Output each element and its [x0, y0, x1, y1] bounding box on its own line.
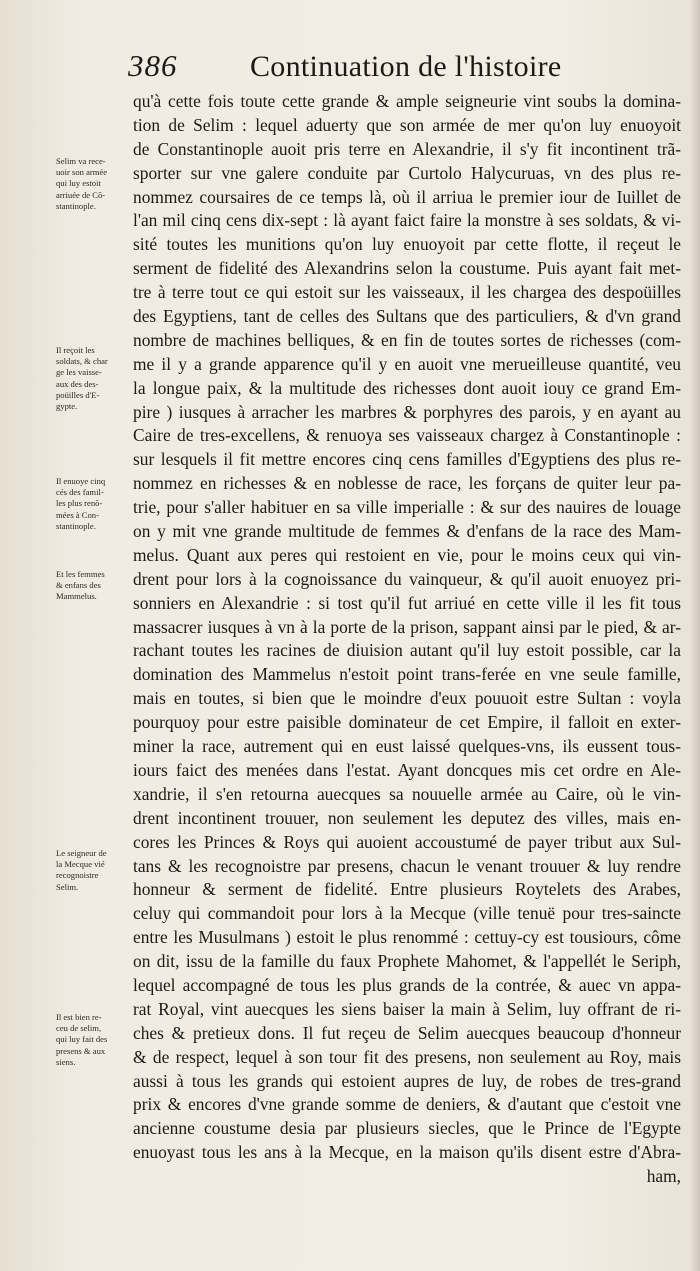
text-line: & de respect, lequel à son tour fit des presens, non seulement au Roy, mais — [133, 1046, 681, 1067]
body-text — [133, 90, 681, 1189]
text-line: tre à terre tout ce qui estoit sur les vaisseaux, il les chargea des despoüilles — [133, 282, 681, 303]
text-line: tion de Selim : lequel aduerty que son armée de mer qu'on luy enuoyoit — [133, 114, 681, 135]
margin-note-families — [56, 476, 138, 532]
margin-note-line: Et les femmes — [56, 569, 105, 579]
running-title: Continuation de l'histoire — [250, 50, 562, 83]
margin-note-line: Il reçoit les — [56, 345, 95, 355]
text-line: celuy qui commandoit pour lors à la Mecque (ville tenuë pour tres-saincte — [133, 903, 681, 924]
margin-note-line: qui luy fait des — [56, 1034, 108, 1045]
text-line: prix & encores d'vne grande somme de deniers, & d'autant que c'estoit vne — [133, 1094, 681, 1115]
text-line: sporter sur vne galere conduite par Curtolo Halycuruas, vn des plus re- — [133, 162, 681, 183]
margin-note-line: uoir son armée — [56, 167, 108, 178]
text-line: me il y a grande apparence qu'il y en auoit vne merueilleuse quantité, veu — [133, 353, 681, 374]
text-line: rat Royal, vint auecques les siens baiser la main à Selim, luy offrant de ri- — [133, 998, 681, 1019]
margin-note-line: Le seigneur de — [56, 848, 107, 858]
margin-note-line: Selim va rece- — [56, 156, 106, 166]
margin-note-line: cés des famil- — [56, 487, 104, 498]
text-line: melus. Quant aux peres qui restoient en vie, pour le moins ceux qui vin- — [133, 544, 681, 565]
margin-note-line: siens. — [56, 1056, 76, 1067]
page-number: 386 — [128, 48, 178, 83]
text-line: on y mit vne grande multitude de femmes & d'enfans de la race des Mam- — [133, 521, 681, 542]
margin-note-line: Il est bien re- — [56, 1012, 102, 1022]
text-line: ches & pretieux dons. Il fut reçeu de Selim auecques beaucoup d'honneur — [133, 1022, 681, 1043]
margin-note-line: qui luy estoit — [56, 178, 101, 189]
text-line: sonniers en Alexandrie : si tost qu'il fut arriué en cette ville il les fit tous — [133, 592, 681, 613]
margin-note-line: les plus renõ- — [56, 498, 103, 509]
margin-note-line: mées à Con- — [56, 509, 99, 520]
text-line: pourquoy pour estre paisible dominateur de cet Empire, il falloit en exter- — [133, 712, 681, 733]
text-line: tans & les recognoistre par presens, chacun le venant trouuer & luy rendre — [133, 855, 681, 876]
text-line: lequel accompagné de tous les plus grands de la contrée, & auec vn appa- — [133, 974, 681, 995]
page-edge-shadow — [690, 0, 700, 1271]
margin-note-line: aux des des- — [56, 378, 99, 389]
margin-note-line: ge les vaisse- — [56, 367, 102, 378]
margin-note-line: recognoistre — [56, 870, 99, 881]
text-line: on dit, issu de la famille du faux Prophete Mahomet, & l'appellét le Seriph, — [133, 951, 681, 972]
margin-note-line: Il enuoye cinq — [56, 476, 106, 486]
text-line: ham, — [646, 1166, 681, 1187]
text-line: nommez en richesses & en noblesse de race, les forçans de quiter leur pa- — [133, 473, 681, 494]
margin-note-mammelus — [56, 569, 138, 603]
margin-note-line: presens & aux — [56, 1045, 106, 1056]
margin-note-line: la Mecque vié — [56, 859, 105, 870]
margin-note-spoils — [56, 345, 138, 412]
margin-note-line: Selim. — [56, 881, 79, 892]
text-line: domination des Mammelus n'estoit point trans-ferée en vne seule famille, — [133, 664, 681, 685]
text-line: sur lesquels il fit mettre encores cinq cens familles d'Egyptiens des plus re- — [133, 449, 681, 470]
text-line: l'an mil cinq cens dix-sept : là ayant faict faire la monstre à ses soldats, & vi- — [133, 210, 681, 231]
margin-note-line: stantinople. — [56, 520, 96, 531]
text-line: aussi à tous les grands qui estoient aupres de luy, de robes de tres-grand — [133, 1070, 681, 1091]
text-line: enuoyast tous les ans à la Mecque, en la maison qu'ils disent estre d'Abra- — [133, 1142, 681, 1163]
margin-note-line: Mammelus. — [56, 591, 97, 602]
text-line: honneur & serment de fidelité. Entre plusieurs Roytelets des Arabes, — [133, 879, 681, 900]
margin-note-mecque — [56, 848, 138, 893]
text-line: mais en toutes, si bien que le moindre d'eux pouuoit estre Sultan : voyla — [133, 688, 681, 709]
margin-note-received — [56, 1012, 138, 1068]
text-line: ancienne coustume desia par plusieurs siecles, que le Prince de l'Egypte — [133, 1118, 681, 1139]
text-line: Caire de tres-excellens, & renuoya ses vaisseaux chargez à Constantinople : — [133, 425, 681, 446]
text-line: drent pour lors à la cognoissance du vainqueur, & qu'il auoit enuoyez pri- — [133, 568, 681, 589]
text-line: massacrer iusques à vn à la porte de la prison, sappant ainsi par le pied, & ar- — [133, 616, 681, 637]
text-line: iours faict des menées dans l'estat. Ayant doncques mis cet ordre en Ale- — [133, 759, 681, 780]
text-line: serment de fidelité des Alexandrins selon la coustume. Puis ayant fait met- — [133, 258, 681, 279]
text-line: qu'à cette fois toute cette grande & ample seigneurie vint soubs la domina- — [133, 91, 681, 111]
text-line: la longue paix, & la multitude des richesses dont auoit iouy ce grand Em- — [133, 377, 681, 398]
margin-note-line: gypte. — [56, 401, 78, 412]
margin-note-line: ceu de selim, — [56, 1023, 102, 1034]
text-line: pire ) iusques à arracher les marbres & porphyres des parois, y en ayant au — [133, 401, 681, 422]
margin-note-line: & enfans des — [56, 580, 101, 591]
margin-note-line: poüilles d'E- — [56, 389, 100, 400]
margin-note-selim-fleet — [56, 156, 138, 212]
text-line: drent incontinent trouuer, non seulement les deputez des villes, mais en- — [133, 807, 681, 828]
margin-note-line: soldats, & char — [56, 356, 108, 367]
page-header — [128, 48, 598, 96]
text-line: trie, pour s'aller habituer en sa ville imperialle : & sur des nauires de louage — [133, 497, 681, 518]
margin-note-line: stantinople. — [56, 200, 96, 211]
text-line: rachant toutes les racines de diuision autant qu'il luy estoit possible, car la — [133, 640, 681, 661]
text-line: cores les Princes & Roys qui auoient accoustumé de payer tribut aux Sul- — [133, 831, 681, 852]
text-line: entre les Musulmans ) estoit le plus renommé : cettuy-cy est tousiours, côme — [133, 927, 681, 948]
margin-note-line: arriuée de Cõ- — [56, 189, 106, 200]
text-line: sité toutes les munitions qu'on luy enuoyoit par cette flotte, il reçeut le — [133, 234, 681, 255]
text-line: des Egyptiens, tant de celles des Sultans que des particuliers, & d'vn grand — [133, 306, 681, 327]
text-line: xandrie, il s'en retourna auecques sa nouuelle armée au Caire, où le vin- — [133, 783, 681, 804]
text-line: de Constantinople auoit pris terre en Alexandrie, il s'y fit incontinent trã- — [133, 138, 681, 159]
text-line: nombre de machines belliques, & en fin de toutes sortes de richesses (com- — [133, 329, 681, 350]
text-line: nommez coursaires de ce temps là, où il arriua le premier iour de Iuillet de — [133, 186, 681, 207]
text-line: miner la race, autrement qui en eust laissé quelques-vns, ils eussent tous- — [133, 736, 681, 757]
